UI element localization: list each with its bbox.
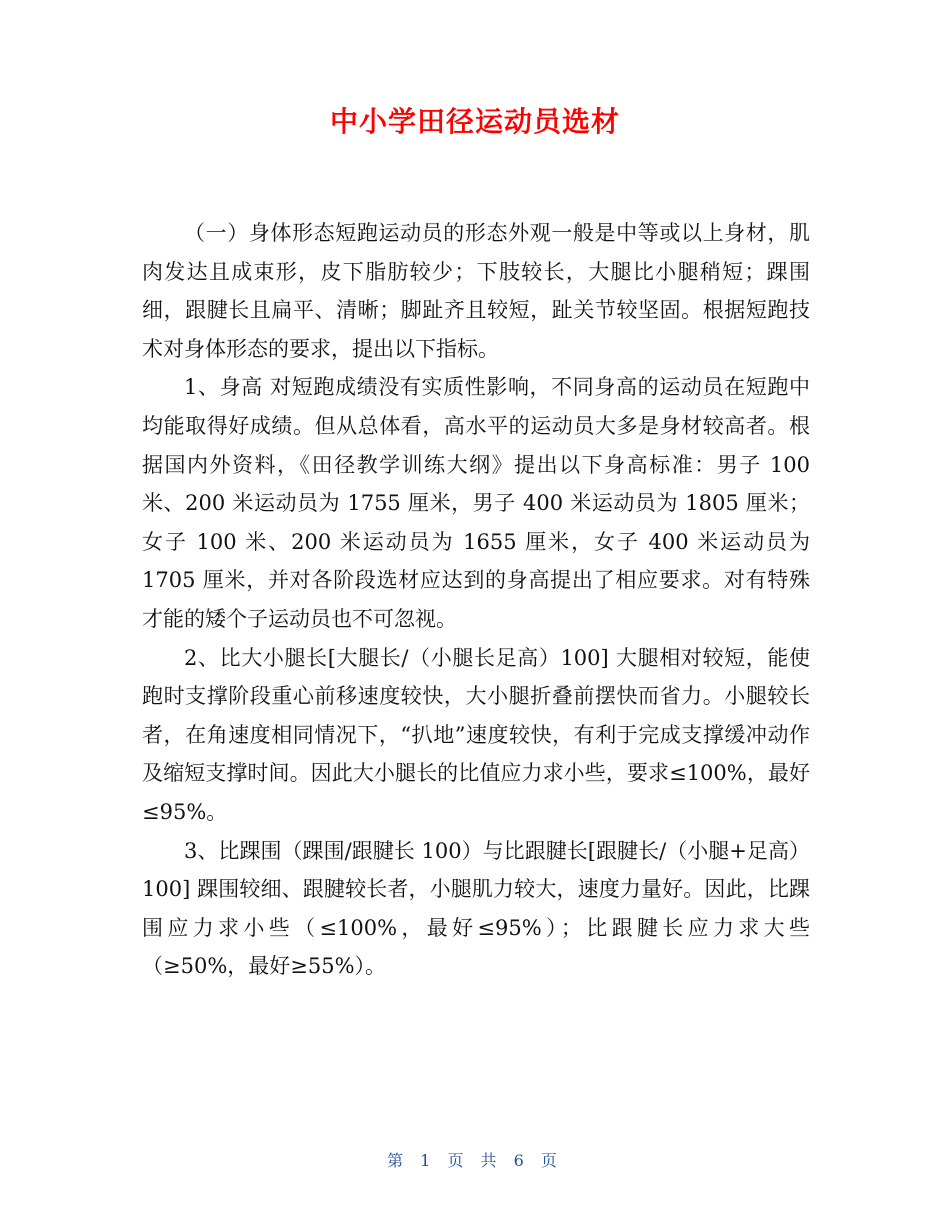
paragraph-body-shape: （一）身体形态短跑运动员的形态外观一般是中等或以上身材，肌肉发达且成束形，皮下脂肪较少；下肢较长，大腿比小腿稍短；踝围细，跟腱长且扁平、清晰；脚趾齐且较短，趾关节较坚固。根据短跑技术对身体形态的要求，提出以下指标。 (142, 221, 810, 361)
paragraph-height: 1、身高 对短跑成绩没有实质性影响，不同身高的运动员在短跑中均能取得好成绩。但从总体看，高水平的运动员大多是身材较高者。根据国内外资料，《田径教学训练大纲》提出以下身高标准：男子 100 米、200 米运动员为 1755 厘米，男子 400 米运动员为 1805 厘米；女子 100 米、200 米运动员为 1655 厘米，女子 400 米运动员为 1705 厘米，并对各阶段选材应达到的身高提出了相应要求。对有特殊才能的矮个子运动员也不可忽视。 (142, 375, 810, 631)
document-title: 中小学田径运动员选材 (329, 105, 620, 138)
document-body (142, 214, 810, 986)
page-number-footer: 第 1 页 共 6 页 (387, 1151, 563, 1170)
paragraph-thigh-shank-ratio: 2、比大小腿长[大腿长/（小腿长足高）100] 大腿相对较短，能使跑时支撑阶段重心前移速度较快，大小腿折叠前摆快而省力。小腿较长者，在角速度相同情况下，“扒地”速度较快，有利于完成支撑缓冲动作及缩短支撑时间。因此大小腿长的比值应力求小些，要求≤100%，最好≤95%。 (142, 645, 810, 824)
paragraph-ankle-tendon-ratio: 3、比踝围（踝围/跟腱长 100）与比跟腱长[跟腱长/（小腿+足高）100] 踝围较细、跟腱较长者，小腿肌力较大，速度力量好。因此，比踝围应力求小些（≤100%，最好≤95%）；比跟腱长应力求大些（≥50%，最好≥55%）。 (142, 838, 810, 979)
